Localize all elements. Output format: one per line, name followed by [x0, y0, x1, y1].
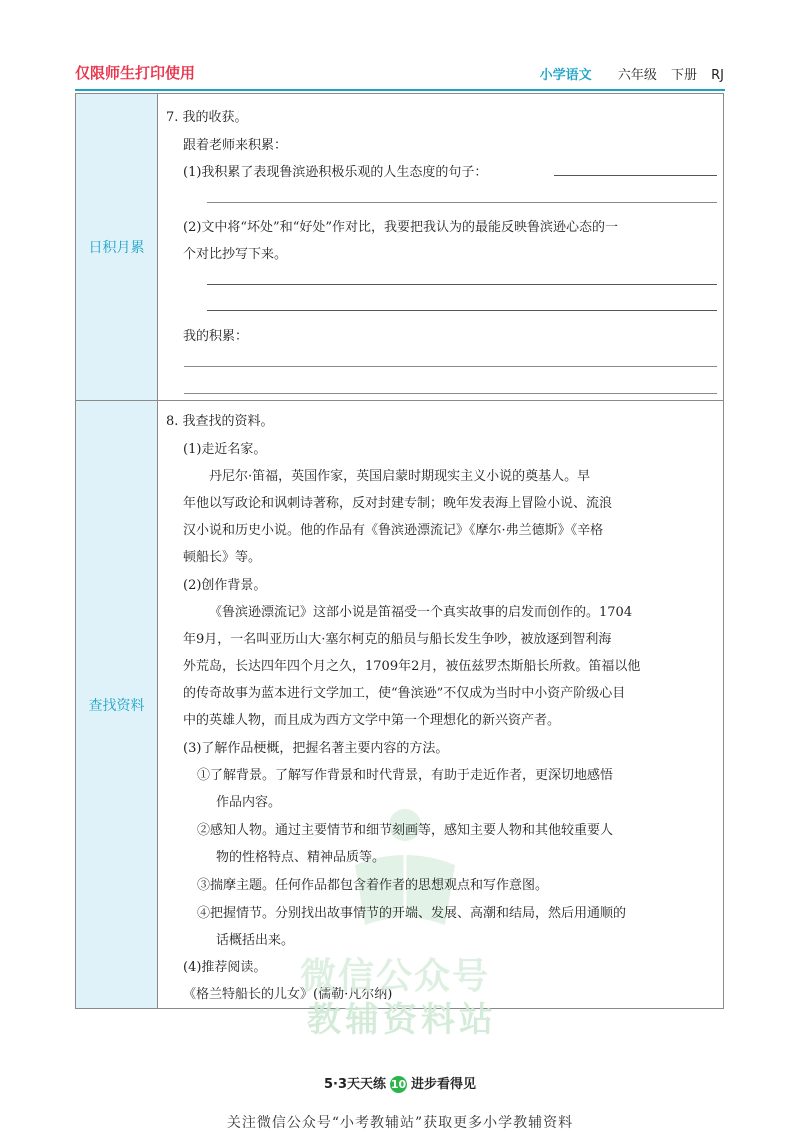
question-7-1: (1)我积累了表现鲁滨逊积极乐观的人生态度的句子： [183, 165, 488, 180]
edition-label: RJ [711, 68, 724, 83]
subheading-author: (1)走近名家。 [183, 442, 267, 457]
header-divider [75, 89, 725, 91]
method-1-line: ①了解背景。了解写作背景和时代背景，有助于走近作者，更深切地感悟 [197, 768, 614, 783]
question-7-2-line2: 个对比抄写下来。 [183, 247, 288, 262]
question-7-intro: 跟着老师来积累： [183, 138, 288, 153]
watermark-text: 教辅资料站 [307, 1000, 497, 1040]
section-accumulation-content [157, 94, 723, 400]
answer-line[interactable] [207, 310, 717, 311]
paragraph-author-line: 汉小说和历史小说。他的作品有《鲁滨逊漂流记》《摩尔·弗兰德斯》《辛格 [183, 523, 604, 538]
subheading-reading: (4)推荐阅读。 [183, 960, 267, 975]
subheading-methods: (3)了解作品梗概，把握名著主要内容的方法。 [183, 741, 449, 756]
my-accumulation-label: 我的积累： [183, 329, 249, 344]
watermark-text: 微信公众号 [300, 956, 491, 997]
paragraph-background-line: 《鲁滨逊漂流记》这部小说是笛福受一个真实故事的启发而创作的。1704 [209, 605, 633, 620]
section-research [75, 400, 724, 1009]
grade-label: 六年级 [617, 68, 657, 83]
bottom-notice: 关注微信公众号“小考教辅站”获取更多小学教辅资料 [226, 1115, 574, 1131]
question-7-title: 7. 我的收获。 [166, 110, 248, 125]
method-2-line: 物的性格特点、精神品质等。 [216, 850, 386, 865]
page-footer [0, 1073, 800, 1093]
print-notice: 仅限师生打印使用 [75, 64, 196, 82]
answer-line[interactable] [554, 175, 717, 176]
question-7-2-line1: (2)文中将“坏处”和“好处”作对比，我要把我认为的最能反映鲁滨逊心态的一 [183, 220, 618, 235]
answer-line[interactable] [207, 202, 717, 203]
paragraph-background-line: 的传奇故事为蓝本进行文学加工，使“鲁滨逊”不仅成为当时中小资产阶级心目 [183, 686, 626, 701]
method-1-line: 作品内容。 [216, 795, 282, 810]
paragraph-author-line: 年他以写政论和讽刺诗著称，反对封建专制；晚年发表海上冒险小说、流浪 [183, 496, 613, 511]
question-8-title: 8. 我查找的资料。 [166, 414, 274, 429]
method-4-line: 话概括出来。 [216, 933, 295, 948]
paragraph-background-line: 年9月，一名叫亚历山大·塞尔柯克的船员与船长发生争吵，被放逐到智利海 [183, 632, 612, 647]
book-info [530, 64, 724, 83]
recommended-book: 《格兰特船长的儿女》(儒勒·凡尔纳) [183, 987, 393, 1002]
paragraph-author-line: 顿船长》等。 [183, 550, 262, 565]
answer-line[interactable] [207, 284, 717, 285]
answer-line[interactable] [184, 393, 717, 394]
answer-line[interactable] [184, 366, 717, 367]
paragraph-background-line: 外荒岛，长达四年四个月之久，1709年2月，被伍兹罗杰斯船长所救。笛福以他 [183, 659, 641, 674]
footer-slogan: 进步看得见 [411, 1077, 477, 1092]
footer-series: 5·3天天练 [323, 1077, 386, 1092]
method-2-line: ②感知人物。通过主要情节和细节刻画等，感知主要人物和其他较重要人 [197, 823, 614, 838]
method-4-line: ④把握情节。分别找出故事情节的开端、发展、高潮和结局，然后用通顺的 [197, 906, 627, 921]
paragraph-author-line: 丹尼尔·笛福，英国作家，英国启蒙时期现实主义小说的奠基人。早 [209, 469, 591, 484]
volume-label: 下册 [670, 68, 697, 83]
section-label-accumulation: 日积月累 [76, 94, 158, 400]
page-number-badge: 10 [390, 1078, 407, 1091]
subject-label: 小学语文 [539, 68, 592, 83]
paragraph-background-line: 中的英雄人物，而且成为西方文学中第一个理想化的新兴资产者。 [183, 713, 561, 728]
section-accumulation [75, 93, 724, 401]
method-3-line: ③揣摩主题。任何作品都包含着作者的思想观点和写作意图。 [197, 878, 549, 893]
section-research-content [157, 401, 723, 1008]
subheading-background: (2)创作背景。 [183, 578, 267, 593]
section-label-research: 查找资料 [76, 401, 158, 1008]
